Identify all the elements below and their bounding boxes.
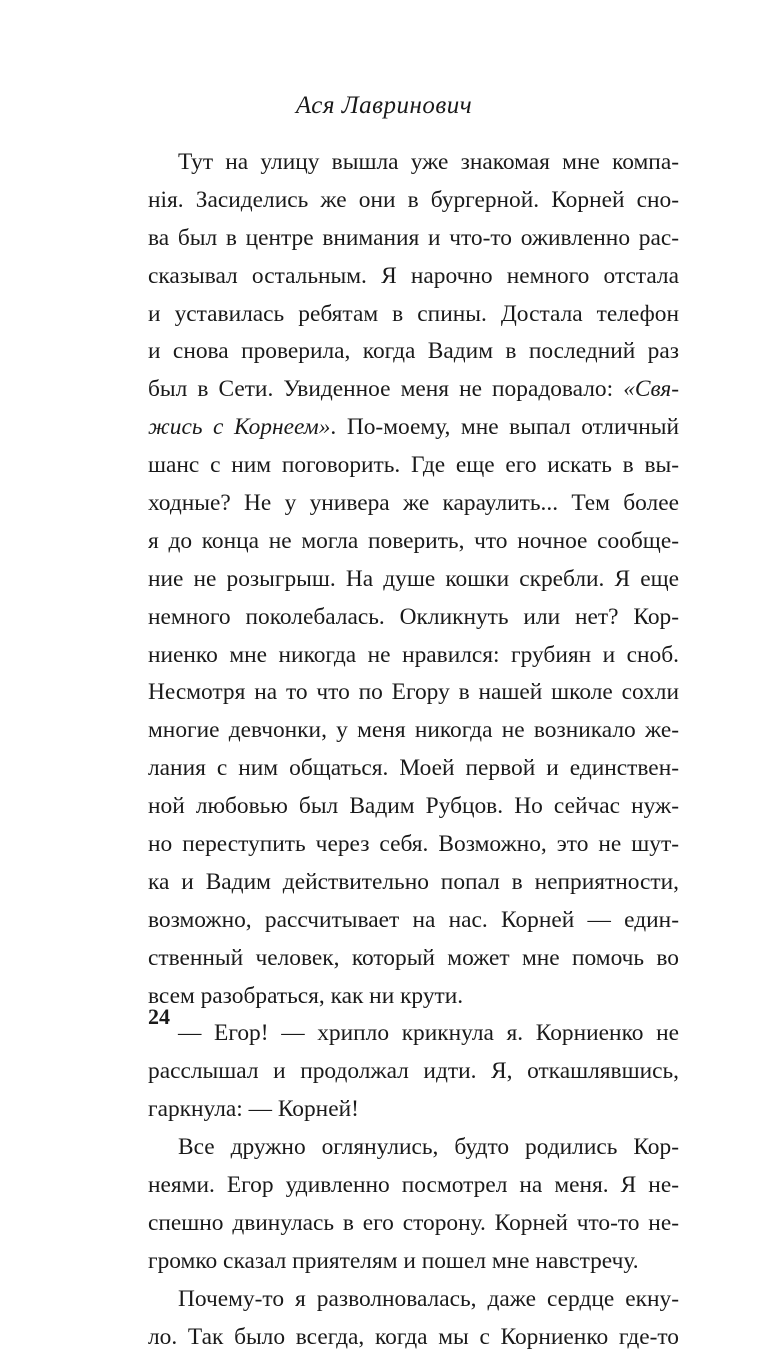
text-line: [148, 409, 679, 447]
text-segment: . По-моему, мне выпал отличный: [330, 414, 679, 441]
text-line: [148, 447, 679, 485]
text-segment: возможно, рассчитывает на нас. Корней — един-: [148, 906, 679, 933]
text-segment: многие девчонки, у меня никогда не возникало же-: [148, 717, 679, 744]
text-segment: сказывал остальным. Я нарочно немного отстала: [148, 262, 679, 289]
text-segment: — Егор! — хрипло крикнула я. Корниенко не: [178, 1020, 679, 1047]
italic-text-segment: «Свя-: [623, 376, 679, 403]
text-line: [148, 864, 679, 902]
text-segment: Почему-то я разволновалась, даже сердце екну-: [178, 1285, 679, 1312]
text-segment: лания с ним общаться. Моей первой и единствен-: [148, 755, 679, 782]
text-line: [148, 1091, 679, 1129]
text-line: [148, 371, 679, 409]
running-head-author: Ася Лавринович: [295, 92, 473, 119]
text-line: [148, 637, 679, 675]
text-segment: ходные? Не у универа же караулить... Тем более: [148, 490, 679, 517]
text-line: [148, 258, 679, 296]
text-line: [148, 599, 679, 637]
text-line: [148, 826, 679, 864]
text-segment: спешно двинулась в его сторону. Корней что-то не-: [148, 1209, 679, 1236]
text-segment: неями. Егор удивленно посмотрел на меня. Я не-: [148, 1172, 679, 1199]
text-segment: Несмотря на то что по Егору в нашей школе сохли: [148, 679, 679, 706]
text-line: [148, 523, 679, 561]
text-segment: ние не розыгрыш. На душе кошки скребли. Я еще: [148, 565, 679, 592]
italic-text-segment: жись с Корнеем»: [148, 414, 331, 441]
text-line: [148, 978, 679, 1016]
text-segment: ка и Вадим действительно попал в неприятности,: [148, 868, 679, 895]
text-segment: Все дружно оглянулись, будто родились Кор-: [178, 1134, 679, 1161]
text-line: [148, 1243, 679, 1281]
text-segment: гаркнула: — Корней!: [148, 1096, 359, 1123]
text-line: [148, 1205, 679, 1243]
text-segment: ной любовью был Вадим Рубцов. Но сейчас нуж-: [148, 793, 679, 820]
text-line: [148, 182, 679, 220]
text-segment: и снова проверила, когда Вадим в последний раз: [148, 338, 679, 365]
text-line: [148, 788, 679, 826]
text-segment: был в Сети. Увиденное меня не порадовало:: [148, 376, 624, 403]
text-segment: я до конца не могла поверить, что ночное сообще-: [148, 527, 679, 554]
text-line: [148, 940, 679, 978]
text-line: [148, 750, 679, 788]
text-segment: Тут на улицу вышла уже знакомая мне компа-: [178, 149, 679, 175]
text-segment: немного поколебалась. Окликнуть или нет? Кор-: [148, 603, 679, 630]
text-segment: ва был в центре внимания и что-то оживленно рас-: [148, 224, 679, 251]
text-line: [148, 674, 679, 712]
text-segment: расслышал и продолжал идти. Я, откашлявшись,: [148, 1058, 679, 1085]
page-number: 24: [148, 1004, 170, 1029]
text-segment: нія. Засиделись же они в бургерной. Корней сно-: [148, 186, 679, 213]
text-line: [148, 1319, 679, 1357]
text-line: [148, 1129, 679, 1167]
text-line: [148, 902, 679, 940]
text-line: [148, 220, 679, 258]
text-segment: ственный человек, который может мне помочь во: [148, 944, 679, 971]
text-line: [148, 1167, 679, 1205]
text-line: [148, 333, 679, 371]
text-line: [148, 296, 679, 334]
text-line: [148, 1015, 679, 1053]
text-line: [148, 1281, 679, 1319]
text-line: [148, 1053, 679, 1091]
text-line: [148, 561, 679, 599]
body-text: [148, 144, 679, 1357]
text-line: [148, 144, 679, 182]
text-segment: ло. Так было всегда, когда мы с Корниенко где-то: [148, 1323, 679, 1350]
text-segment: ниенко мне никогда не нравился: грубиян и сноб.: [148, 641, 679, 668]
text-segment: но переступить через себя. Возможно, это не шут-: [148, 831, 679, 858]
text-segment: всем разобраться, как ни крути.: [148, 982, 464, 1009]
text-segment: и уставилась ребятам в спины. Достала телефон: [148, 300, 679, 327]
text-segment: шанс с ним поговорить. Где еще его искать в вы-: [148, 452, 679, 479]
text-line: [148, 485, 679, 523]
text-segment: громко сказал приятелям и пошел мне навстречу.: [148, 1247, 639, 1274]
text-line: [148, 712, 679, 750]
